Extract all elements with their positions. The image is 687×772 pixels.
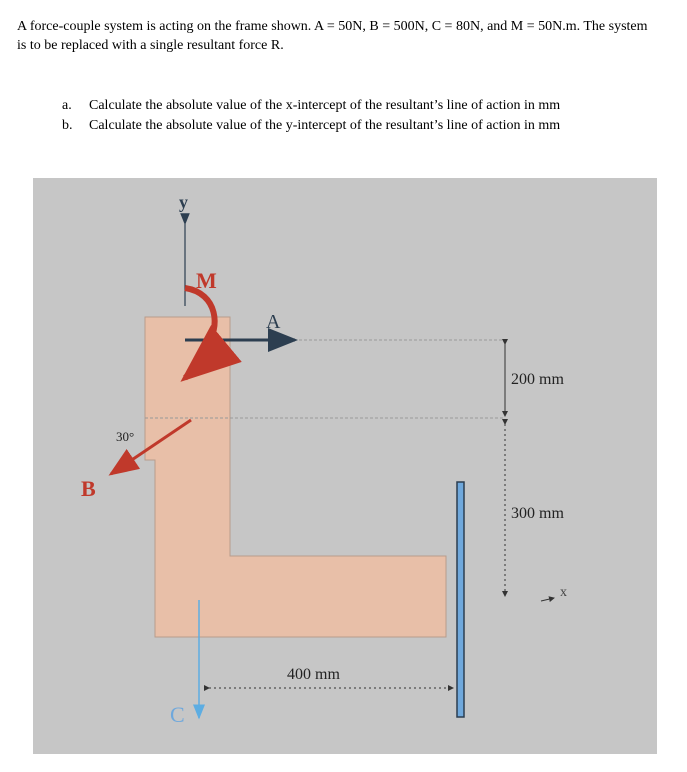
frame-figure <box>33 178 657 754</box>
question-item <box>62 116 560 136</box>
dimension-label-200: 200 mm <box>511 371 564 388</box>
question-letter: b. <box>62 118 73 133</box>
question-text: Calculate the absolute value of the y-intercept of the resultant’s line of action in mm <box>89 118 561 133</box>
x-axis-marker <box>541 598 554 601</box>
question-item <box>62 96 560 116</box>
question-list <box>62 96 560 136</box>
moment-label: M <box>196 268 217 293</box>
x-axis-label: x <box>560 585 567 600</box>
force-a-label: A <box>266 311 281 333</box>
dimension-label-400: 400 mm <box>287 666 340 683</box>
angle-label: 30° <box>116 429 135 444</box>
problem-statement: A force-couple system is acting on the frame shown. A = 50N, B = 500N, C = 80N, and M = 50N.m. The system is to be replaced with a single resultant force R. <box>17 19 648 53</box>
force-b-label: B <box>81 476 96 501</box>
dimension-label-300: 300 mm <box>511 505 564 522</box>
y-axis-label: y <box>179 192 188 212</box>
question-text: Calculate the absolute value of the x-intercept of the resultant’s line of action in mm <box>89 98 561 113</box>
force-c-label: C <box>170 702 185 727</box>
l-frame <box>145 317 446 637</box>
frame-diagram <box>33 178 657 754</box>
wall-support <box>457 482 464 717</box>
question-letter: a. <box>62 98 72 113</box>
